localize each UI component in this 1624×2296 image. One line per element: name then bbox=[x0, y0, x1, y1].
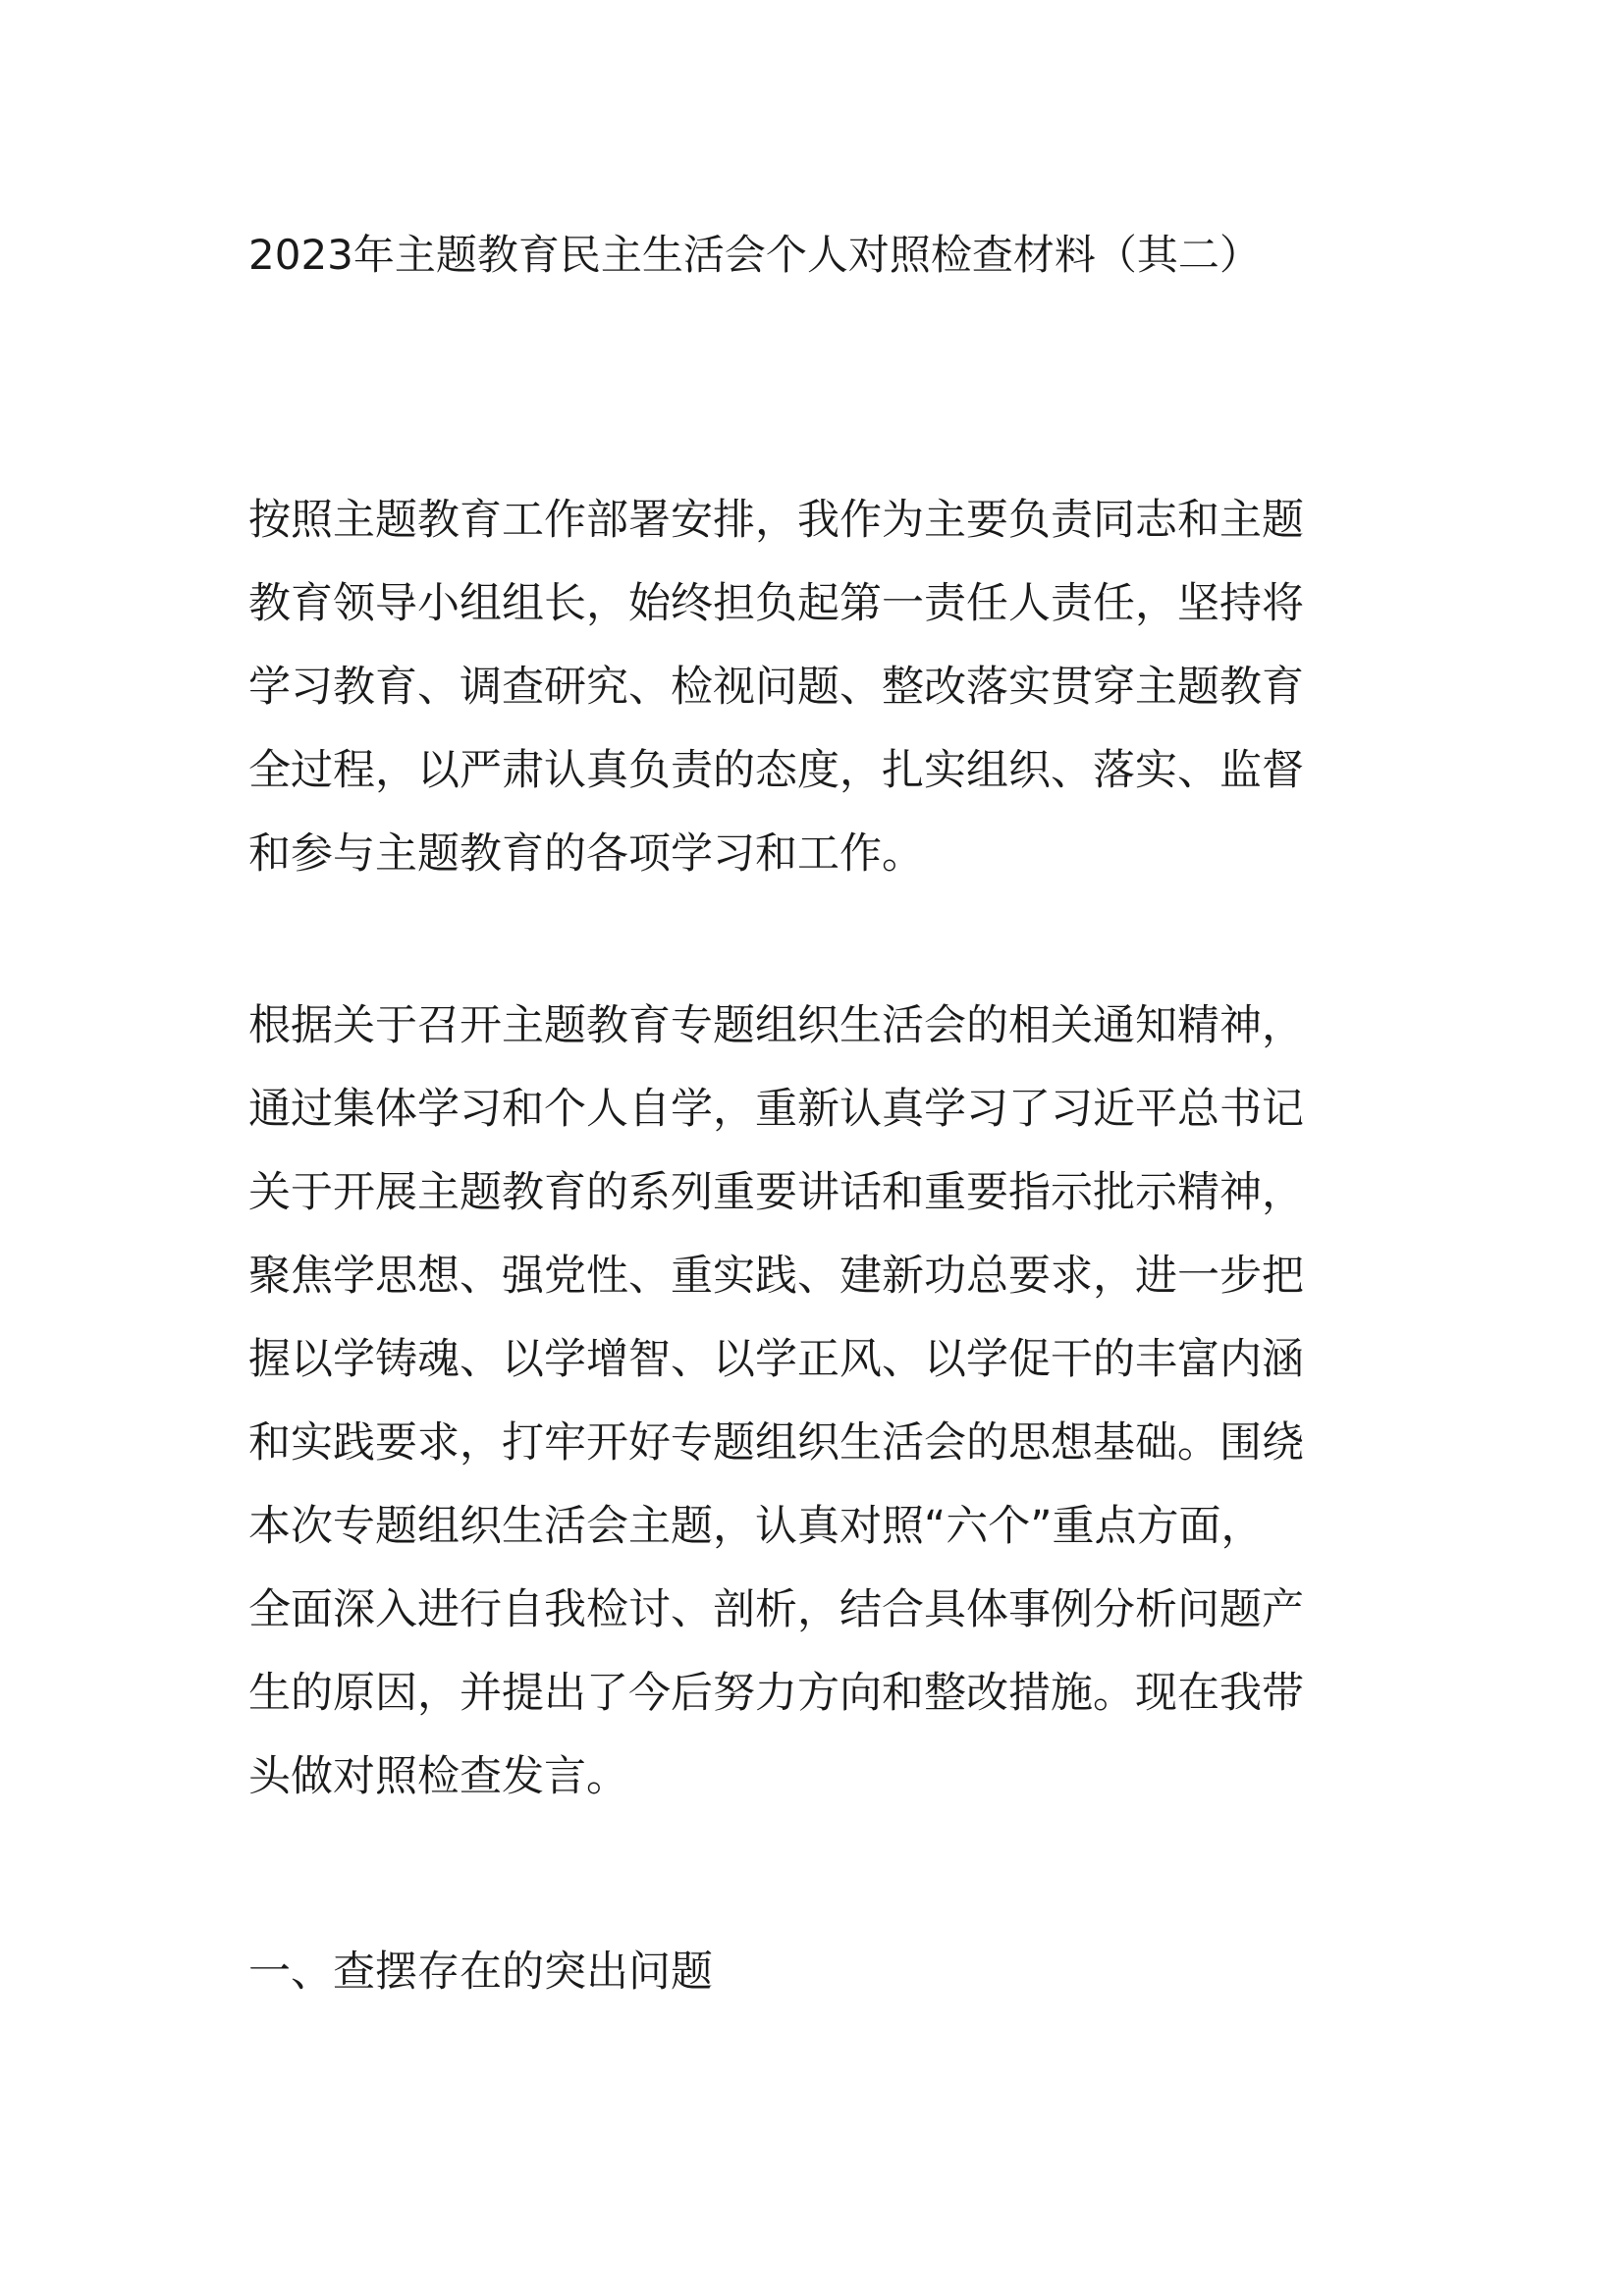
paragraph-line: 按照主题教育工作部署安排，我作为主要负责同志和主题 bbox=[248, 496, 1304, 545]
paragraph-line: 聚焦学思想、强党性、重实践、建新功总要求，进一步把 bbox=[248, 1252, 1304, 1301]
document-title: 2023年主题教育民主生活会个人对照检查材料（其二） bbox=[248, 231, 1261, 279]
paragraph-line: 学习教育、调查研究、检视问题、整改落实贯穿主题教育 bbox=[248, 663, 1304, 712]
paragraph-line: 头做对照检查发言。 bbox=[248, 1752, 628, 1801]
paragraph-line: 和实践要求，打牢开好专题组织生活会的思想基础。围绕 bbox=[248, 1418, 1304, 1468]
paragraph-line: 全过程，以严肃认真负责的态度，扎实组织、落实、监督 bbox=[248, 746, 1304, 795]
paragraph-line: 教育领导小组组长，始终担负起第一责任人责任，坚持将 bbox=[248, 579, 1304, 628]
paragraph-line: 本次专题组织生活会主题，认真对照“六个”重点方面， bbox=[248, 1502, 1264, 1551]
paragraph-line: 根据关于召开主题教育专题组织生活会的相关通知精神， bbox=[248, 1001, 1304, 1050]
paragraph-line: 全面深入进行自我检讨、剖析，结合具体事例分析问题产 bbox=[248, 1585, 1304, 1634]
paragraph-line: 关于开展主题教育的系列重要讲话和重要指示批示精神， bbox=[248, 1168, 1304, 1217]
paragraph-line: 和参与主题教育的各项学习和工作。 bbox=[248, 829, 924, 879]
section-heading: 一、查摆存在的突出问题 bbox=[248, 1948, 713, 1997]
paragraph-line: 握以学铸魂、以学增智、以学正风、以学促干的丰富内涵 bbox=[248, 1335, 1304, 1384]
paragraph-line: 生的原因，并提出了今后努力方向和整改措施。现在我带 bbox=[248, 1669, 1304, 1718]
paragraph-line: 通过集体学习和个人自学，重新认真学习了习近平总书记 bbox=[248, 1085, 1304, 1134]
